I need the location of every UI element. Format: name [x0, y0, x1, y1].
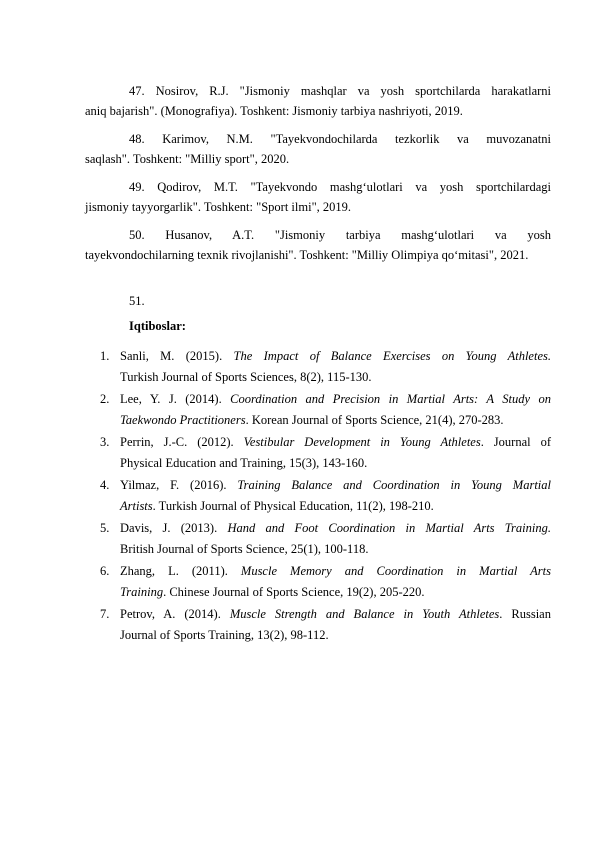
citation-title: Muscle Memory and Coordination in Martial Arts	[240, 564, 552, 578]
citation-number: 6.	[100, 564, 110, 578]
citation-title-cont: Taekwondo Practitioners	[120, 412, 246, 427]
bib-text-rest: jismoniy tayyorgarlik". Toshkent: "Sport ilmi", 2019.	[85, 200, 352, 214]
citation-title: Training Balance and Coordination in Young Martial	[237, 478, 551, 492]
citation-author: Yilmaz, F. (2016).	[120, 478, 227, 492]
citation-author: Sanli, M. (2015).	[120, 349, 223, 363]
bib-number: 49.	[129, 180, 145, 194]
bib-text-line1: Karimov, N.M. "Tayekvondochilarda tezkorlik va muvozanatni	[162, 132, 551, 146]
citation-source-inline: . Russian	[499, 607, 551, 621]
citation-number: 1.	[100, 349, 110, 363]
citation-number: 5.	[100, 521, 110, 535]
citation-title: Vestibular Development in Young Athletes	[243, 435, 481, 449]
bib-number: 48.	[129, 132, 145, 146]
bib-text-line1: Husanov, A.T. "Jismoniy tarbiya mashg‘ulotlari va yosh	[165, 228, 552, 242]
citation-author: Lee, Y. J. (2014).	[120, 392, 222, 406]
bib-text-line1: Qodirov, M.T. "Tayekvondo mashg‘ulotlari va yosh sportchilardagi	[157, 180, 551, 194]
citation-source: . Turkish Journal of Physical Education, 11(2), 198-210.	[152, 498, 434, 513]
bib-text-line1: Nosirov, R.J. "Jismoniy mashqlar va yosh sportchilarda harakatlarni	[155, 84, 552, 98]
citation-author: Zhang, L. (2011).	[120, 564, 228, 578]
bibliography-item-49	[85, 177, 551, 217]
citation-author: Davis, J. (2013).	[120, 521, 218, 535]
citation-title: Coordination and Precision in Martial Arts: A Study on	[230, 392, 552, 406]
citation-source: . Korean Journal of Sports Science, 21(4), 270-283.	[245, 412, 504, 427]
citation-number: 4.	[100, 478, 110, 492]
citation-number: 7.	[100, 607, 110, 621]
bibliography-item-50	[85, 225, 551, 265]
citation-title-cont: Artists	[120, 498, 153, 513]
citation-author: Petrov, A. (2014).	[120, 607, 221, 621]
bibliography-item-48	[85, 129, 551, 169]
bib-text-rest: aniq bajarish". (Monografiya). Toshkent: Jismoniy tarbiya nashriyoti, 2019.	[85, 104, 463, 118]
citation-source-inline: . Journal of	[480, 435, 551, 449]
bib-text-rest: tayekvondochilarning texnik rivojlanishi". Toshkent: "Milliy Olimpiya qo‘mitasi", 2021.	[85, 248, 529, 262]
citation-title: The Impact of Balance Exercises on Young Athletes.	[233, 349, 551, 363]
bibliography-item-51: 51.	[129, 294, 145, 308]
citation-number: 2.	[100, 392, 110, 406]
citation-source: Journal of Sports Training, 13(2), 98-112.	[120, 627, 329, 642]
citation-number: 3.	[100, 435, 110, 449]
citation-source: British Journal of Sports Science, 25(1), 100-118.	[120, 541, 369, 556]
bib-number: 50.	[129, 228, 145, 242]
citation-source: . Chinese Journal of Sports Science, 19(2), 205-220.	[163, 584, 425, 599]
bib-number: 47.	[129, 84, 145, 98]
citation-title-cont: Training	[120, 584, 164, 599]
citation-title: Muscle Strength and Balance in Youth Athletes	[229, 607, 500, 621]
bibliography-item-47	[85, 81, 551, 121]
citations-heading: Iqtiboslar:	[129, 319, 186, 333]
citation-source: Turkish Journal of Sports Sciences, 8(2), 115-130.	[120, 369, 372, 384]
citation-source: Physical Education and Training, 15(3), 143-160.	[120, 455, 368, 470]
citation-title: Hand and Foot Coordination in Martial Arts Training.	[227, 521, 551, 535]
citation-author: Perrin, J.-C. (2012).	[120, 435, 234, 449]
bib-text-rest: saqlash". Toshkent: "Milliy sport", 2020.	[85, 152, 290, 166]
